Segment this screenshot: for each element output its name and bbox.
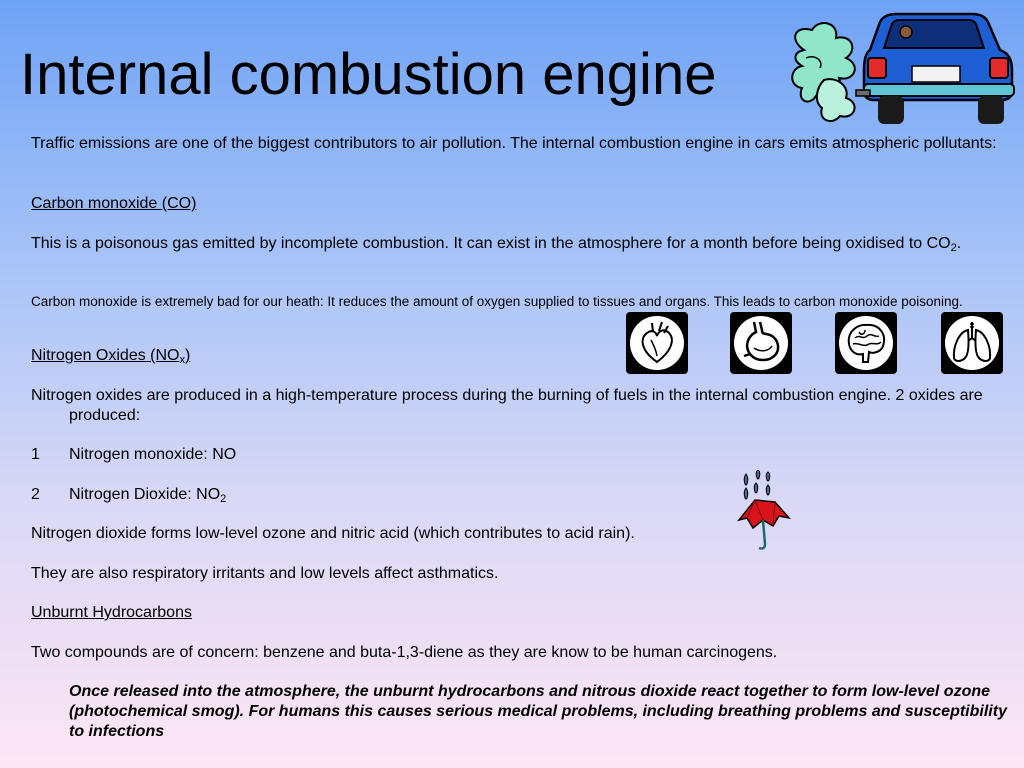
no2-effects: Nitrogen dioxide forms low-level ozone and nitric acid (which contributes to acid rain). — [31, 525, 635, 542]
nox-description: Nitrogen oxides are produced in a high-temperature process during the burning of fuels in the internal combustion engine. 2 oxides are produced: — [31, 387, 983, 424]
car-exhaust-icon — [784, 10, 1016, 130]
slide-title: Internal combustion engine — [20, 42, 717, 107]
co-health-effects: Carbon monoxide is extremely bad for our heath: It reduces the amount of oxygen supplied to tissues and organs. This leads to carbon monoxide poisoning. — [31, 294, 963, 309]
hydrocarbons-heading: Unburnt Hydrocarbons — [31, 604, 192, 621]
oxide-list-item-1: 1 Nitrogen monoxide: NO — [31, 446, 237, 463]
nox-heading: Nitrogen Oxides $(NO_x)$ — [31, 347, 191, 366]
respiratory-effects: They are also respiratory irritants and low levels affect asthmatics. — [31, 565, 499, 582]
oxide-list-item-2: 2 Nitrogen Dioxide: $NO_2$ — [31, 486, 227, 505]
co-description: This is a poisonous gas emitted by incomplete combustion. It can exist in the atmosphere for a month before being oxidised to $CO_2$. — [31, 235, 962, 254]
hydrocarbons-description: Two compounds are of concern: benzene and buta-1,3-diene as they are know to be human carcinogens. — [31, 644, 778, 661]
intro-paragraph: Traffic emissions are one of the biggest contributors to air pollution. The internal combustion engine in cars emits atmospheric pollutants: — [31, 135, 997, 152]
summary-paragraph: Once released into the atmosphere, the unburnt hydrocarbons and nitrous dioxide react together to form low-level ozone (photochemical smog). For humans this causes serious medical problems, including breathing problems and susceptibility to infections — [69, 683, 1007, 740]
co-heading: Carbon monoxide (CO) — [31, 195, 197, 212]
